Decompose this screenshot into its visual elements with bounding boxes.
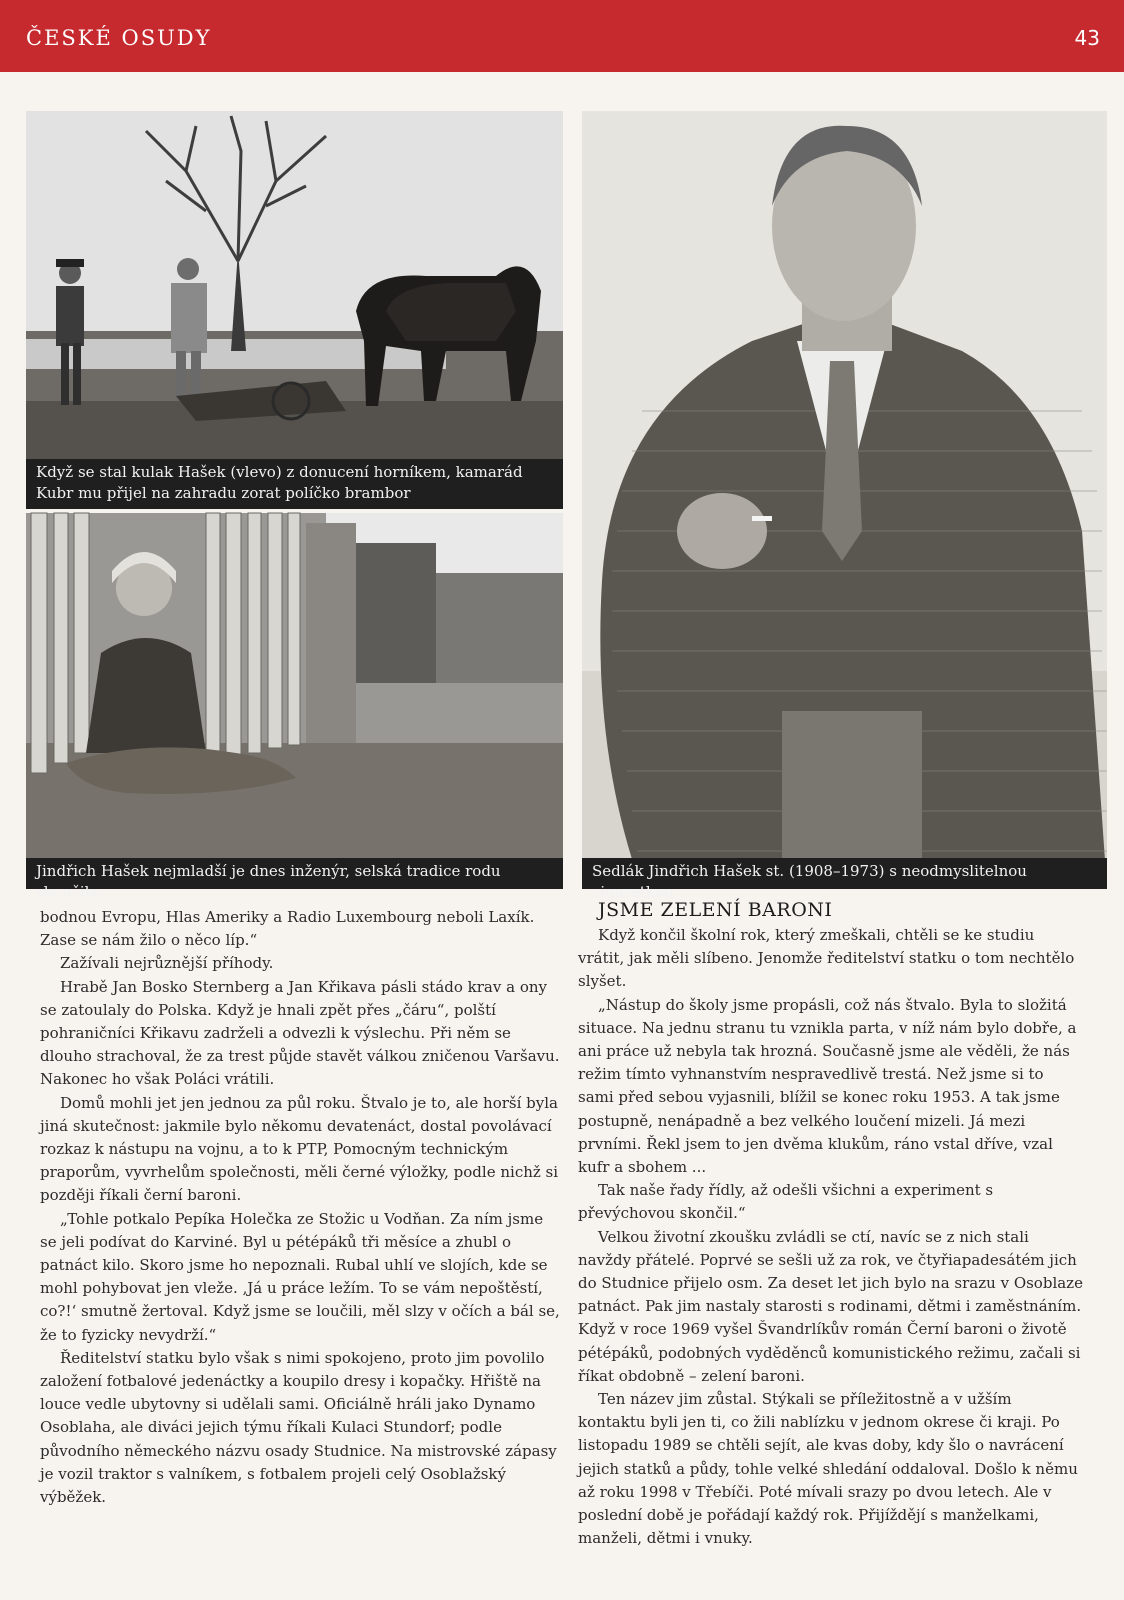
paragraph: bodnou Evropu, Hlas Ameriky a Radio Luxembourg neboli Laxík. Zase se nám žilo o něco líp.“ xyxy=(40,908,535,950)
photo-child xyxy=(26,513,563,901)
portrait-image xyxy=(582,111,1107,889)
article-column-right xyxy=(578,898,1083,1550)
child-image xyxy=(26,513,563,889)
photo-caption: Když se stal kulak Hašek (vlevo) z donucení horníkem, kamarád Kubr mu přijel na zahradu zorat políčko brambor xyxy=(26,459,563,509)
page-header xyxy=(0,0,1124,72)
page-number: 43 xyxy=(1074,26,1100,50)
paragraph: Tak naše řady řídly, až odešli všichni a experiment s převýchovou skončil.“ xyxy=(578,1181,994,1223)
paragraph: Hrabě Jan Bosko Sternberg a Jan Křikava pásli stádo krav a ony se zatoulaly do Polska. Když je hnali zpět přes „čáru“, polští pohraničníci Křikavu zadrželi a odvezli k výslechu. Při něm se dlouho strachoval, že za trest půjde stavět válkou zničenou Varšavu. Nakonec ho však Poláci vrátili. xyxy=(40,977,560,1089)
section-title: ČESKÉ OSUDY xyxy=(26,26,212,50)
photo-caption: Jindřich Hašek nejmladší je dnes inženýr, selská tradice rodu skončila xyxy=(26,858,563,889)
article-column-left xyxy=(40,906,564,1509)
paragraph: Když končil školní rok, který zmeškali, chtěli se ke studiu vrátit, jak měli slíbeno. Jenomže ředitelství statku o tom nechtělo slyšet. xyxy=(578,926,1075,991)
photo-ploughing xyxy=(26,111,563,509)
paragraph: „Tohle potkalo Pepíka Holečka ze Stožic u Vodňan. Za ním jsme se jeli podívat do Karviné. Byl u pétépáků tři měsíce a zhubl o patnáct kilo. Skoro jsme ho nepoznali. Rubal uhlí ve slojích, kde se mohl pohybovat jen vleže. ‚Já u práce ležím. To se vám nepoštěstí, co?!‘ smutně žertoval. Když jsme se loučili, měl slzy v očích a bál se, že to fyzicky nevydrží.“ xyxy=(40,1209,560,1344)
paragraph: „Nástup do školy jsme propásli, což nás štvalo. Byla to složitá situace. Na jednu stranu tu vznikla parta, v níž nám bylo dobře, a ani práce už nebyla tak hrozná. Současně jsme ale věděli, že nás režim tímto vyhnanstvím nespravedlivě trestá. Než jsme si to sami před sebou vyjasnili, blížil se konec roku 1953. A tak jsme postupně, nenápadně a bez velkého loučení mizeli. Já mezi prvními. Řekl jsem to jen dvěma klukům, ráno vstal dříve, vzal kufr a sbohem ... xyxy=(578,995,1077,1177)
paragraph: Velkou životní zkoušku zvládli se ctí, navíc se z nich stali navždy přátelé. Poprvé se sešli už za rok, ve čtyřiapadesátém jich do Studnice přijelo osm. Za deset let jich bylo na srazu v Osoblaze patnáct. Pak jim nastaly starosti s rodinami, dětmi i zaměstnáním. Když v roce 1969 vyšel Švandrlíkův román Černí baroni o životě pétépáků, podobných vyděděnců komunistického režimu, začali si říkat obdobně – zelení baroni. xyxy=(578,1227,1083,1385)
section-heading: JSME ZELENÍ BARONI xyxy=(598,899,833,921)
paragraph: Zažívali nejrůznější příhody. xyxy=(60,954,274,973)
ploughing-image xyxy=(26,111,563,509)
paragraph: Ten název jim zůstal. Stýkali se příležitostně a v užším kontaktu byli jen ti, co žili nablízku v jednom okrese či kraji. Po listopadu 1989 se chtěli sejít, ale kvas doby, kdy šlo o navrácení jejich statků a půdy, tohle velké shledání oddaloval. Došlo k němu až roku 1998 v Třebíči. Poté mívali srazy po dvou letech. Ale v poslední době je pořádají každý rok. Přijíždějí s manželkami, manželi, dětmi i vnuky. xyxy=(578,1390,1078,1548)
photo-portrait xyxy=(582,111,1107,901)
paragraph: Ředitelství statku bylo však s nimi spokojeno, proto jim povolilo založení fotbalové jedenáctky a koupilo dresy i kopačky. Hřiště na louce vedle ubytovny si udělali sami. Oficiálně hráli jako Dynamo Osoblaha, ale diváci jejich týmu říkali Kulaci Stundorf; podle původního německého názvu osady Studnice. Na mistrovské zápasy je vozil traktor s valníkem, s fotbalem projeli celý Osoblažský výběžek. xyxy=(40,1348,557,1507)
photo-caption: Sedlák Jindřich Hašek st. (1908–1973) s neodmyslitelnou cigaretkou xyxy=(582,858,1107,889)
paragraph: Domů mohli jet jen jednou za půl roku. Štvalo je to, ale horší byla jiná skutečnost: jakmile bylo někomu devatenáct, dostal povolávací rozkaz k nástupu na vojnu, a to k PTP, Pomocným technickým praporům, vyvrhelům společnosti, měli černé výložky, podle nichž si později říkali černí baroni. xyxy=(40,1093,559,1205)
